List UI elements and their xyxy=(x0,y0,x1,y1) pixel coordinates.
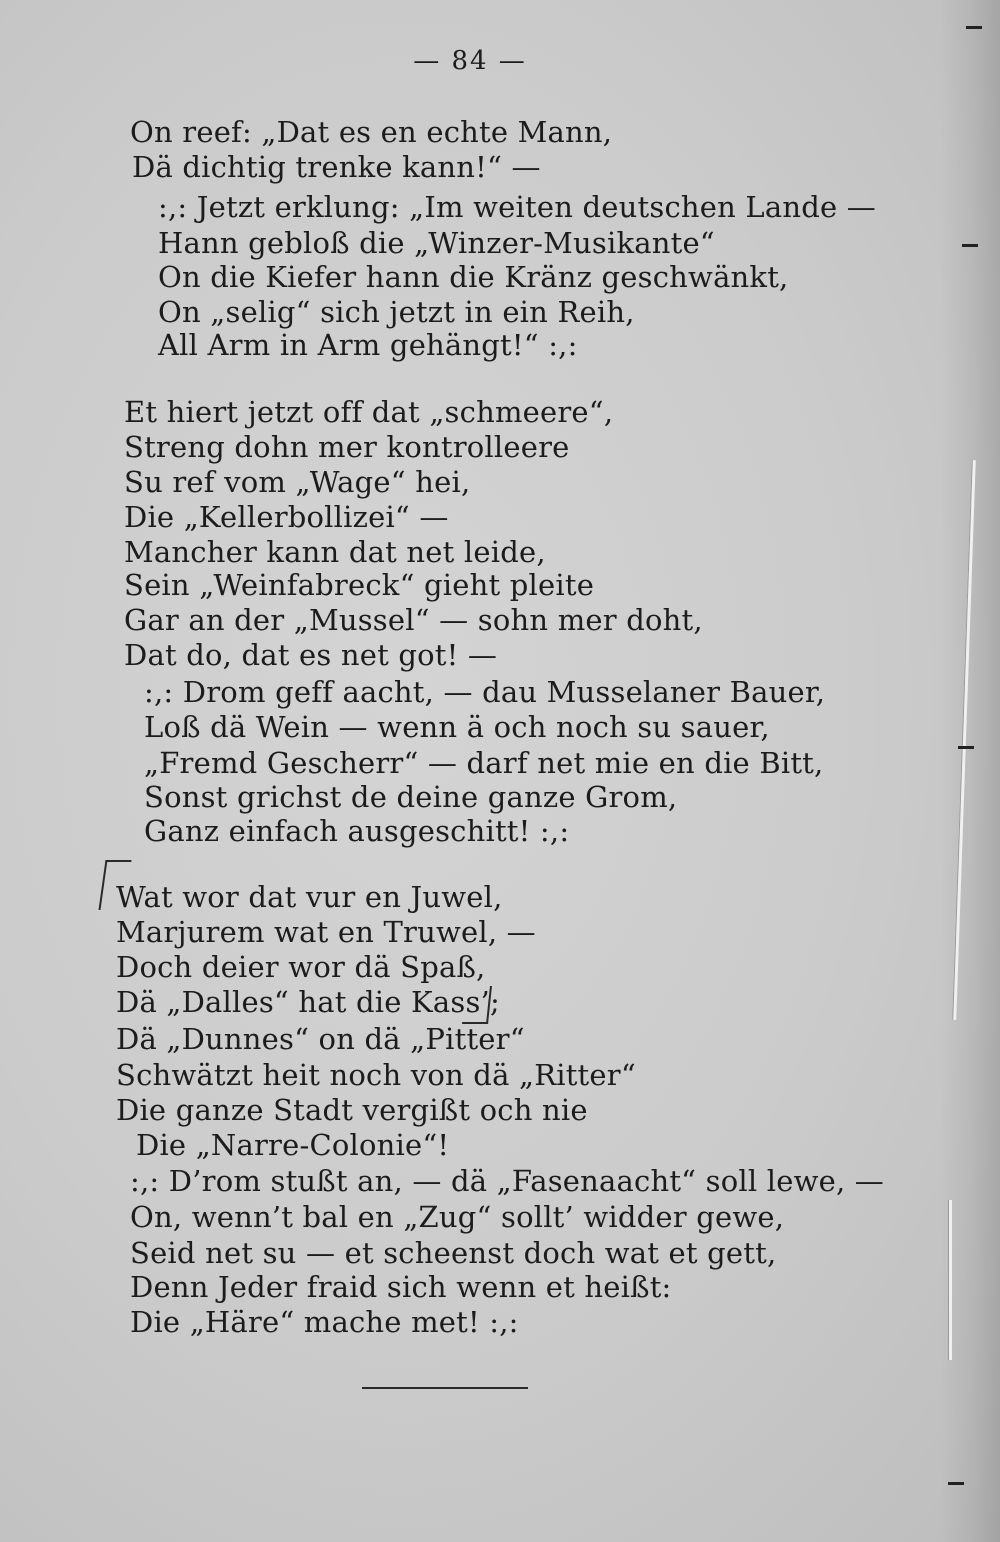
poem-line: On, wenn’t bal en „Zug“ sollt’ widder gewe, xyxy=(130,1200,785,1234)
poem-line: Mancher kann dat net leide, xyxy=(124,535,546,569)
poem-line: :,: D’rom stußt an, — dä „Fasenaacht“ soll lewe, — xyxy=(130,1164,884,1198)
poem-line: Gar an der „Mussel“ — sohn mer doht, xyxy=(124,603,703,637)
poem-line: Ganz einfach ausgeschitt! :,: xyxy=(144,814,570,848)
poem-line: On reef: „Dat es en echte Mann, xyxy=(130,115,613,149)
poem-line: „Fremd Gescherr“ — darf net mie en die Bitt, xyxy=(144,746,824,780)
poem-line: Dä „Dunnes“ on dä „Pitter“ xyxy=(116,1022,525,1056)
poem-line: Sein „Weinfabreck“ gieht pleite xyxy=(124,568,595,602)
poem-line: Et hiert jetzt off dat „schmeere“, xyxy=(124,395,614,429)
poem-line: Su ref vom „Wage“ hei, xyxy=(124,465,471,499)
binding-mark xyxy=(962,244,978,247)
poem-line: On die Kiefer hann die Kränz geschwänkt, xyxy=(158,260,789,294)
poem-line: Denn Jeder fraid sich wenn et heißt: xyxy=(130,1270,672,1304)
poem-line: Streng dohn mer kontrolleere xyxy=(124,430,570,464)
poem-line: Die ganze Stadt vergißt och nie xyxy=(116,1093,588,1127)
poem-line: All Arm in Arm gehängt!“ :,: xyxy=(158,328,578,362)
poem-line: Hann gebloß die „Winzer-Musikante“ xyxy=(158,226,715,260)
poem-line: :,: Drom geff aacht, — dau Musselaner Bauer, xyxy=(144,675,826,709)
poem-line: Die „Häre“ mache met! :,: xyxy=(130,1305,519,1339)
poem-line: Loß dä Wein — wenn ä och noch su sauer, xyxy=(144,710,770,744)
poem-line: Seid net su — et scheenst doch wat et gett, xyxy=(130,1236,777,1270)
poem-line: Wat wor dat vur en Juwel, xyxy=(116,880,503,914)
poem-line: Marjurem wat en Truwel, — xyxy=(116,915,536,949)
end-rule xyxy=(362,1387,528,1389)
poem-line: Dat do, dat es net got! — xyxy=(124,638,498,672)
page-number: — 84 — xyxy=(413,46,527,76)
binding-mark xyxy=(958,746,974,749)
poem-line: Die „Narre-Colonie“! xyxy=(136,1128,450,1162)
poem-line: On „selig“ sich jetzt in ein Reih, xyxy=(158,295,635,329)
poem-line: Dä dichtig trenke kann!“ — xyxy=(132,150,541,184)
binding-thread xyxy=(948,1200,952,1360)
poem-line: Die „Kellerbollizei“ — xyxy=(124,500,449,534)
poem-line: Dä „Dalles“ hat die Kass’; xyxy=(116,985,500,1019)
poem-line: Sonst grichst de deine ganze Grom, xyxy=(144,780,678,814)
poem-line: :,: Jetzt erklung: „Im weiten deutschen Lande — xyxy=(158,190,877,224)
binding-mark xyxy=(966,26,982,29)
binding-mark xyxy=(948,1482,964,1485)
poem-line: Doch deier wor dä Spaß, xyxy=(116,950,486,984)
poem-line: Schwätzt heit noch von dä „Ritter“ xyxy=(116,1058,636,1092)
